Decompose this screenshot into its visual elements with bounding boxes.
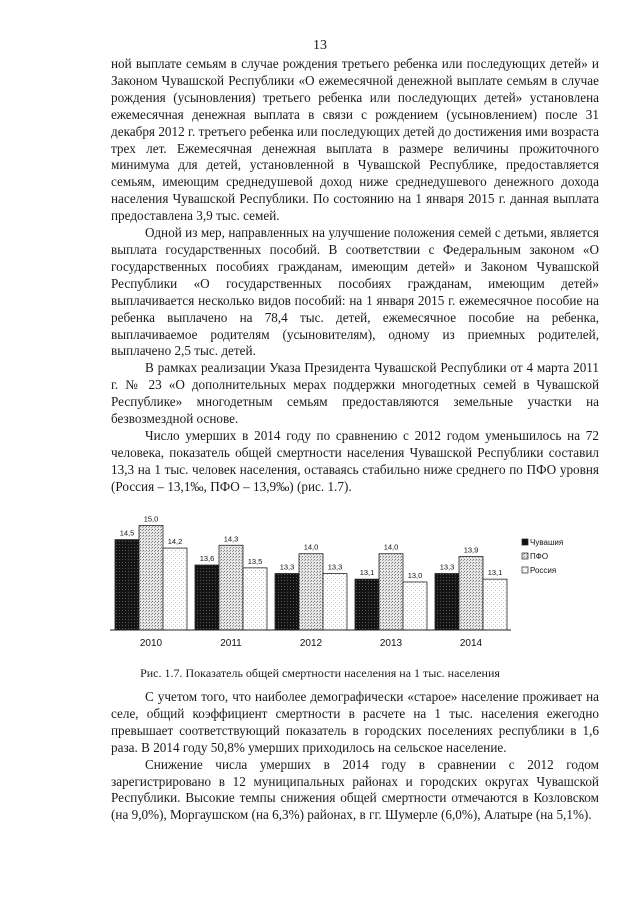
bar-ПФО-2011	[219, 545, 243, 630]
bar-label-ПФО-2013: 14,0	[383, 542, 399, 552]
paragraph-land-plots: В рамках реализации Указа Президента Чувашской Республики от 4 марта 2011 г. № 23 «О дополнительных мерах поддержки многодетных семей в Чувашской Республике» многодетным семьям предоставляются земельные участки на безвозмездной основе.	[111, 360, 599, 427]
x-tick-label-2011: 2011	[220, 638, 242, 649]
bar-ПФО-2012	[299, 554, 323, 630]
legend-label-Чувашия: Чувашия	[530, 538, 564, 547]
bar-Россия-2011	[243, 568, 267, 630]
bar-Россия-2014	[483, 579, 507, 630]
bar-label-Чувашия-2010: 14,5	[119, 528, 135, 538]
bar-label-ПФО-2011: 14,3	[223, 534, 239, 544]
paragraph-continuation: ной выплате семьям в случае рождения третьего ребенка или последующих детей» и Законом Чувашской Республики «О ежемесячной денежной выплате семьям в случае рождения (усыновления) третьего ребенка или последующих детей» установлена ежемесячная денежная выплата в связи с рождением (усыновлением) после 31 декабря 2012 г. третьего ребенка или последующих детей до достижения ими возраста трех лет. Ежемесячная денежная выплата в размере величины прожиточного минимума для детей, установленной в Чувашской Республике, предоставляется семьям, имеющим среднедушевой доход ниже среднедушевого денежного дохода населения Чувашской Республики. По состоянию на 1 января 2015 г. данная выплата предоставлена 3,9 тыс. семей.	[111, 56, 599, 224]
chart-svg	[110, 505, 600, 660]
paragraph-mortality-decline: Снижение числа умерших в 2014 году в сравнении с 2012 годом зарегистрировано в 12 муниципальных районах и городских округах Чувашской Республики. Высокие темпы снижения общей смертности отмечаются в Козловском (на 9,0%), Моргаушском (на 6,3%) районах, в гг. Шумерле (6,0%), Алатыре (на 5,1%).	[111, 756, 599, 823]
bar-Россия-2010	[163, 548, 187, 630]
chart-bars	[115, 514, 507, 630]
legend-swatch-ПФО	[522, 553, 528, 559]
paragraph-benefits: Одной из мер, направленных на улучшение положения семей с детьми, является выплата государственных пособий. В соответствии с Федеральным законом «О государственных пособиях гражданам, имеющим детей» и Законом Чувашской Республики «О государственных пособиях гражданам, имеющим детей» выплачивается несколько видов пособий: на 1 января 2015 г. ежемесячное пособие на ребенка выплачено на 78,4 тыс. детей, ежемесячное пособие на ребенка, выплачиваемое родителям (усыновителям), одному из приемных родителей, выплачено 2,5 тыс. детей.	[111, 225, 599, 359]
paragraph-mortality: Число умерших в 2014 году по сравнению с 2012 годом уменьшилось на 72 человека, показатель общей смертности населения Чувашской Республики составил 13,3 на 1 тыс. человек населения, оставаясь стабильно ниже среднего по ПФО уровня (Россия – 13,1‰, ПФО – 13,9‰) (рис. 1.7).	[111, 427, 599, 494]
bar-Чувашия-2011	[195, 565, 219, 630]
figure-caption: Рис. 1.7. Показатель общей смертности населения на 1 тыс. населения	[140, 666, 500, 680]
bar-label-Россия-2011: 13,5	[247, 556, 263, 566]
x-tick-label-2012: 2012	[299, 638, 323, 649]
x-tick-label-2014: 2014	[459, 638, 483, 649]
bar-Чувашия-2010	[115, 540, 139, 630]
bar-label-Россия-2014: 13,1	[487, 568, 503, 578]
paragraph-rural-mortality: С учетом того, что наиболее демографически «старое» население проживает на селе, общий коэффициент смертности в расчете на 1 тыс. населения ежегодно превышает соответствующий показатель в городских поселениях республики в 1,6 раза. В 2014 году 50,8% умерших приходилось на сельское население.	[111, 689, 599, 755]
bar-Чувашия-2014	[435, 574, 459, 631]
x-tick-label-2010: 2010	[139, 638, 163, 649]
x-tick-label-2013: 2013	[379, 638, 403, 649]
bar-label-Чувашия-2014: 13,3	[439, 562, 455, 572]
bar-label-Чувашия-2013: 13,1	[359, 568, 375, 578]
chart-legend	[522, 538, 563, 575]
bar-Россия-2013	[403, 582, 427, 630]
bar-label-Чувашия-2011: 13,6	[199, 554, 215, 564]
legend-swatch-Чувашия	[522, 539, 528, 545]
bottom-text-block	[111, 689, 599, 824]
bar-ПФО-2014	[459, 557, 483, 630]
bar-ПФО-2013	[379, 554, 403, 630]
bar-Чувашия-2012	[275, 574, 299, 631]
bar-label-Россия-2010: 14,2	[167, 537, 183, 547]
bar-label-Россия-2013: 13,0	[407, 570, 423, 580]
legend-label-ПФО: ПФО	[530, 552, 549, 561]
bar-Россия-2012	[323, 574, 347, 631]
bar-label-ПФО-2012: 14,0	[303, 542, 319, 552]
top-text-block	[111, 56, 599, 496]
bar-label-ПФО-2014: 13,9	[463, 545, 479, 555]
page-number: 13	[313, 38, 327, 53]
chart-x-axis	[110, 630, 511, 649]
bar-ПФО-2010	[139, 525, 163, 630]
bar-label-ПФО-2010: 15,0	[143, 514, 159, 524]
bar-Чувашия-2013	[355, 579, 379, 630]
mortality-chart	[110, 505, 600, 660]
bar-label-Россия-2012: 13,3	[327, 562, 343, 572]
legend-label-Россия: Россия	[530, 566, 557, 575]
legend-swatch-Россия	[522, 567, 528, 573]
bar-label-Чувашия-2012: 13,3	[279, 562, 295, 572]
